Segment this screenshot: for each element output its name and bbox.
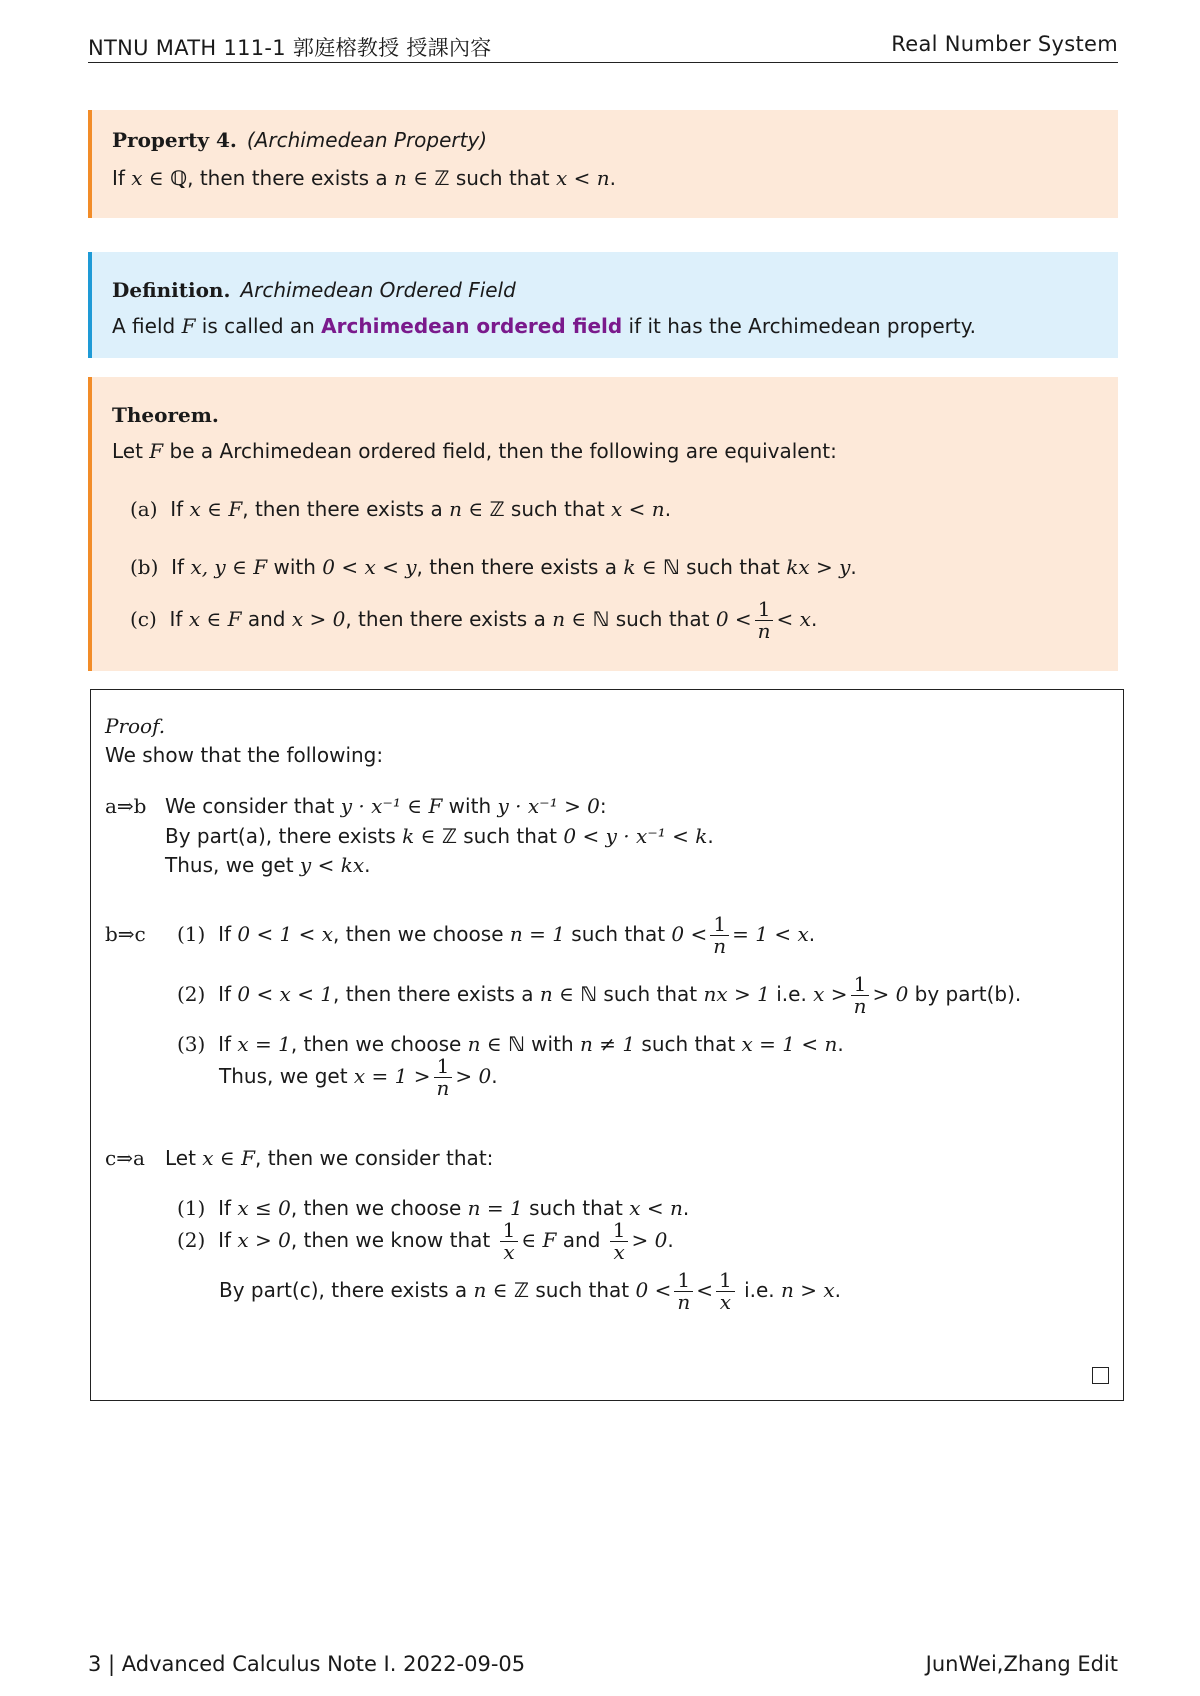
- text-span: .: [682, 1196, 690, 1220]
- fraction: [500, 1220, 519, 1263]
- text-span: .: [810, 607, 818, 631]
- text-span: such that: [504, 497, 612, 521]
- text-span: 1: [610, 1220, 629, 1242]
- text-span: such that: [597, 982, 704, 1006]
- text-span: such that: [529, 1278, 636, 1302]
- fraction: [755, 599, 774, 642]
- text-span: , then we consider that:: [254, 1146, 494, 1170]
- qed-square-icon: [1092, 1367, 1109, 1384]
- text-span: < x: [776, 607, 811, 631]
- theorem-heading: [112, 403, 219, 427]
- text-span: such that: [449, 166, 556, 190]
- proof-step-bc-label: [105, 922, 146, 946]
- text-span: .: [834, 1278, 842, 1302]
- proof-step-ca-intro: [165, 1146, 493, 1170]
- text-span: y · x⁻¹ > 0: [497, 794, 600, 818]
- text-span: x: [719, 1290, 731, 1314]
- text-span: x = 1 >: [353, 1064, 431, 1088]
- text-span: x < n: [611, 497, 665, 521]
- footer-note: 3 | Advanced Calculus Note I. 2022-09-05: [88, 1652, 526, 1676]
- text-span: Proof.: [105, 714, 166, 738]
- text-span: i.e.: [769, 982, 814, 1006]
- page-header: [88, 30, 1118, 63]
- text-span: If: [171, 555, 191, 579]
- text-span: x = 1 < n: [741, 1032, 838, 1056]
- text-span: such that: [635, 1032, 742, 1056]
- proof-step-ca-2: [177, 1220, 674, 1263]
- text-span: If: [169, 607, 189, 631]
- text-span: n > x: [781, 1278, 835, 1302]
- definition-box: [88, 252, 1118, 358]
- text-span: 0 <: [715, 607, 752, 631]
- proof-step-bc-4: [219, 1056, 498, 1099]
- text-span: , then we choose: [290, 1196, 468, 1220]
- proof-step-ab-line2: [165, 824, 714, 848]
- text-span: 1: [500, 1220, 519, 1242]
- text-span: , then there exists a: [242, 497, 450, 521]
- text-span: , then there exists a: [345, 607, 553, 631]
- fraction: [610, 1220, 629, 1263]
- text-span: Archimedean Ordered Field: [240, 278, 516, 302]
- proof-step-ca-3: [219, 1270, 841, 1313]
- text-span: x > 0: [237, 1228, 291, 1252]
- text-span: 1: [710, 914, 729, 936]
- text-span: .: [491, 1064, 498, 1088]
- text-span: <: [567, 166, 597, 190]
- text-span: If: [218, 1228, 238, 1252]
- text-span: (2): [177, 1228, 206, 1252]
- text-span: ∈ F: [521, 1228, 557, 1252]
- text-span: 0 <: [671, 922, 708, 946]
- text-span: n: [596, 166, 610, 190]
- text-span: If: [218, 982, 238, 1006]
- text-span: n: [853, 994, 867, 1018]
- text-span: with: [524, 1032, 580, 1056]
- text-span: x < n: [629, 1196, 683, 1220]
- text-span: by part(b).: [908, 982, 1022, 1006]
- text-span: x: [555, 166, 568, 190]
- text-span: If: [112, 166, 132, 190]
- text-span: such that: [564, 922, 672, 946]
- text-span: , then there exists a: [416, 555, 624, 579]
- text-span: ∈: [406, 166, 435, 190]
- text-span: y · x⁻¹ ∈ F: [340, 794, 443, 818]
- text-span: 0 < 1 < x: [237, 922, 334, 946]
- footer-editor: JunWei,Zhang Edit: [925, 1652, 1118, 1676]
- proof-title: [105, 714, 165, 738]
- text-span: n ∈: [473, 1278, 514, 1302]
- property-box: [88, 110, 1118, 218]
- header-course: NTNU MATH 111-1 郭庭榕教授 授課內容: [88, 36, 492, 60]
- text-span: 0 < x < y: [322, 555, 417, 579]
- text-span: ℤ: [441, 824, 457, 848]
- text-span: A field: [112, 314, 182, 338]
- proof-step-ab-line3: [165, 853, 370, 877]
- text-span: ℕ: [663, 555, 680, 579]
- proof-step-bc-3: [177, 1032, 844, 1056]
- property-heading: [112, 128, 487, 152]
- proof-step-ab-label: [105, 794, 146, 818]
- definition-term: Archimedean ordered field: [321, 314, 623, 338]
- proof-step-bc-2: [177, 974, 1021, 1017]
- text-span: <: [696, 1278, 713, 1302]
- theorem-item-b: [130, 555, 857, 579]
- text-span: :: [599, 794, 607, 818]
- definition-statement: [112, 314, 976, 338]
- text-span: > 0: [872, 982, 909, 1006]
- fraction: [851, 974, 870, 1017]
- text-span: (1): [177, 1196, 206, 1220]
- text-span: .: [667, 1228, 674, 1252]
- text-span: Thus, we get: [165, 853, 300, 877]
- text-span: c⇒a: [105, 1146, 145, 1170]
- text-span: n ∈: [449, 497, 490, 521]
- proof-intro: [105, 743, 383, 767]
- text-span: If: [218, 922, 238, 946]
- text-span: .: [707, 824, 714, 848]
- text-span: Theorem.: [112, 403, 219, 427]
- text-span: n: [393, 166, 407, 190]
- text-span: if it has the Archimedean property.: [622, 314, 977, 338]
- text-span: ℤ: [513, 1278, 530, 1302]
- text-span: By part(a), there exists: [165, 824, 403, 848]
- text-span: n = 1: [509, 922, 565, 946]
- text-span: Property 4.: [112, 128, 237, 152]
- text-span: .: [364, 853, 371, 877]
- text-span: ℕ: [580, 982, 598, 1006]
- text-span: y < kx: [299, 853, 365, 877]
- text-span: k ∈: [623, 555, 664, 579]
- text-span: 0 <: [635, 1278, 672, 1302]
- text-span: (1): [177, 922, 206, 946]
- proof-box: [90, 689, 1124, 1401]
- text-span: nx > 1: [703, 982, 770, 1006]
- text-span: (c): [130, 607, 157, 631]
- fraction: [710, 914, 729, 957]
- text-span: ℕ: [592, 607, 610, 631]
- text-span: 1: [434, 1056, 453, 1078]
- text-span: (Archimedean Property): [246, 128, 488, 152]
- text-span: such that: [609, 607, 716, 631]
- text-span: (2): [177, 982, 206, 1006]
- text-span: .: [850, 555, 857, 579]
- text-span: (b): [130, 555, 159, 579]
- proof-step-bc-1: [177, 914, 815, 957]
- text-span: F: [149, 439, 164, 463]
- text-span: , then there exists a: [333, 982, 540, 1006]
- text-span: with: [267, 555, 323, 579]
- theorem-box: [88, 377, 1118, 671]
- text-span: Definition.: [112, 278, 231, 302]
- property-statement: [112, 166, 616, 190]
- text-span: .: [664, 497, 672, 521]
- text-span: x > 0: [291, 607, 346, 631]
- text-span: , then we choose: [333, 922, 510, 946]
- text-span: x ∈ F: [189, 497, 243, 521]
- text-span: n ≠ 1: [579, 1032, 636, 1056]
- text-span: a⇒b: [105, 794, 147, 818]
- text-span: ℤ: [489, 497, 505, 521]
- text-span: 0 < y · x⁻¹ < k: [563, 824, 708, 848]
- text-span: ℤ: [434, 166, 450, 190]
- text-span: ℕ: [508, 1032, 525, 1056]
- text-span: 1: [755, 599, 774, 621]
- text-span: .: [808, 922, 816, 946]
- text-span: such that: [679, 555, 787, 579]
- fraction: [674, 1270, 693, 1313]
- text-span: (a): [130, 497, 158, 521]
- text-span: n = 1: [467, 1196, 523, 1220]
- text-span: .: [609, 166, 616, 190]
- text-span: n: [713, 934, 727, 958]
- fraction: [716, 1270, 735, 1313]
- text-span: x, y ∈ F: [190, 555, 268, 579]
- text-span: If: [218, 1032, 238, 1056]
- text-span: x ∈ F: [202, 1146, 255, 1170]
- text-span: k ∈: [402, 824, 442, 848]
- text-span: n: [677, 1290, 691, 1314]
- text-span: is called an: [195, 314, 322, 338]
- text-span: Let: [112, 439, 150, 463]
- text-span: x ∈ F: [188, 607, 242, 631]
- text-span: We show that the following:: [105, 743, 384, 767]
- text-span: , then there exists a: [187, 166, 394, 190]
- text-span: Thus, we get: [219, 1064, 354, 1088]
- text-span: F: [181, 314, 196, 338]
- proof-step-ab-line1: [165, 794, 607, 818]
- text-span: By part(c), there exists a: [219, 1278, 474, 1302]
- text-span: with: [442, 794, 498, 818]
- text-span: Let: [165, 1146, 203, 1170]
- text-span: such that: [456, 824, 564, 848]
- text-span: If: [170, 497, 190, 521]
- text-span: If: [218, 1196, 238, 1220]
- text-span: x: [131, 166, 143, 190]
- text-span: 1: [674, 1270, 693, 1292]
- header-topic: Real Number System: [891, 32, 1118, 56]
- text-span: = 1 < x: [732, 922, 809, 946]
- text-span: n ∈: [539, 982, 581, 1006]
- theorem-item-a: [130, 497, 671, 521]
- text-span: x = 1: [237, 1032, 291, 1056]
- text-span: kx > y: [786, 555, 851, 579]
- text-span: 1: [851, 974, 870, 996]
- text-span: and: [556, 1228, 607, 1252]
- text-span: x: [613, 1240, 625, 1264]
- text-span: > 0: [631, 1228, 668, 1252]
- definition-heading: [112, 278, 516, 302]
- text-span: n ∈: [467, 1032, 509, 1056]
- text-span: be a Archimedean ordered field, then the following are equivalent:: [163, 439, 837, 463]
- proof-step-ca-1: [177, 1196, 689, 1220]
- text-span: n: [757, 619, 771, 643]
- text-span: x >: [813, 982, 848, 1006]
- text-span: > 0: [455, 1064, 492, 1088]
- text-span: n: [436, 1076, 450, 1100]
- text-span: x: [503, 1240, 515, 1264]
- text-span: (3): [177, 1032, 206, 1056]
- theorem-item-c: [130, 599, 817, 642]
- text-span: i.e.: [737, 1278, 782, 1302]
- proof-step-ca-label: [105, 1146, 145, 1170]
- text-span: such that: [522, 1196, 630, 1220]
- text-span: , then we choose: [290, 1032, 468, 1056]
- text-span: , then we know that: [290, 1228, 497, 1252]
- text-span: x ≤ 0: [237, 1196, 291, 1220]
- text-span: n ∈: [552, 607, 593, 631]
- text-span: .: [837, 1032, 844, 1056]
- text-span: 1: [716, 1270, 735, 1292]
- text-span: We consider that: [165, 794, 341, 818]
- text-span: b⇒c: [105, 922, 146, 946]
- text-span: ∈: [142, 166, 171, 190]
- text-span: ℚ: [170, 166, 188, 190]
- text-span: and: [241, 607, 292, 631]
- theorem-intro: [112, 439, 837, 463]
- fraction: [434, 1056, 453, 1099]
- text-span: 0 < x < 1: [237, 982, 334, 1006]
